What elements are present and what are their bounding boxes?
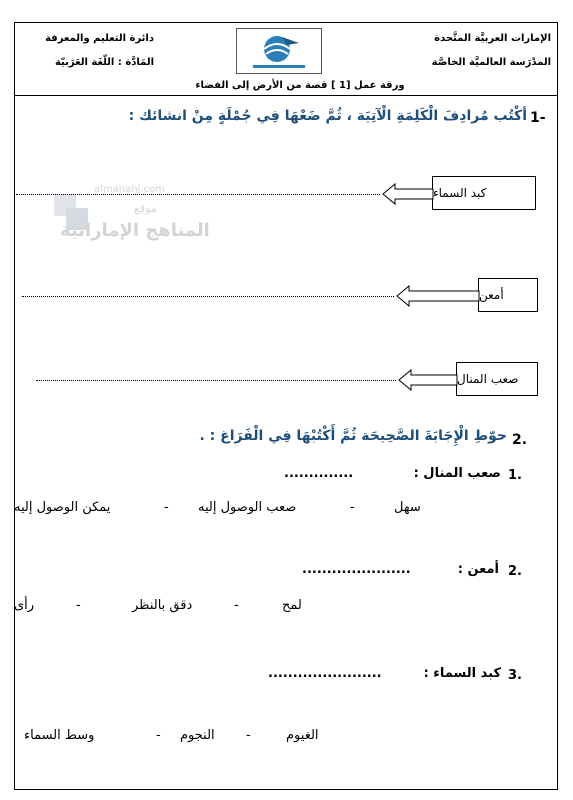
arrow-left-icon — [398, 368, 458, 392]
q1-word-box: أمعن — [478, 278, 538, 312]
q1-number: 1- — [530, 110, 546, 126]
q1-word-box: كبد السماء — [432, 176, 536, 210]
q2-title: حوّطِ الْإِجَابَةَ الصَّحِيحَة ثُمَّ أَكْتُبْهَا فِي الْفَرَاغ : . — [199, 428, 507, 444]
q2-item-number: 2. — [508, 564, 522, 579]
option[interactable]: دقق بالنظر — [132, 598, 193, 613]
q2-item-word: كبد السماء : — [423, 666, 501, 681]
answer-line[interactable] — [16, 194, 380, 195]
q2-number: 2. — [512, 432, 528, 448]
option[interactable]: لمح — [282, 598, 302, 613]
subject-label: المَادَّة : اللّغَة العَرَبيّة — [54, 57, 154, 68]
option-separator: - — [76, 598, 81, 613]
q2-item-number: 3. — [508, 668, 522, 683]
arrow-left-icon — [396, 284, 480, 308]
watermark-url: almanahj.com — [94, 184, 165, 195]
watermark-line2: المناهج الإماراتية — [60, 220, 210, 241]
header-divider — [14, 95, 558, 96]
country-name: الإمارات العربيَّة المتَّحدة — [434, 33, 551, 44]
q2-item-number: 1. — [508, 468, 522, 483]
q1-title: أكْتُب مُرادِفَ الْكَلِمَةِ الْآتِيَة ، ثُمَّ ضَعْهَا فِي جُمْلَةٍ مِنْ انشائك : — [128, 108, 527, 124]
option-separator: - — [234, 598, 239, 613]
option-separator: - — [246, 728, 251, 743]
department-name: دائرة التعليم والمعرفة — [45, 33, 154, 44]
answer-line[interactable] — [22, 296, 394, 297]
arrow-left-icon — [382, 182, 434, 206]
option-separator: - — [350, 500, 355, 515]
answer-line[interactable] — [36, 380, 396, 381]
q2-answer-blank[interactable]: .............. — [284, 466, 354, 481]
option[interactable]: يمكن الوصول إليه — [14, 500, 111, 515]
option[interactable]: النجوم — [180, 728, 215, 743]
school-logo — [236, 28, 322, 74]
option-separator: - — [156, 728, 161, 743]
q2-item-word: أمعن : — [457, 562, 499, 577]
school-name: المدْرَسة العالميَّة الخاصَّة — [431, 57, 551, 68]
worksheet-title: ورقة عمل [1 ] قصة من الأرض إلى الفضاء — [195, 80, 405, 91]
option[interactable]: صعب الوصول إليه — [198, 500, 297, 515]
option[interactable]: رأى — [14, 598, 35, 613]
q1-word-box: صعب المنال — [456, 362, 538, 396]
option[interactable]: الغيوم — [286, 728, 319, 743]
q2-answer-blank[interactable]: ....................... — [268, 666, 382, 681]
option-separator: - — [164, 500, 169, 515]
q2-item-word: صعب المنال : — [413, 466, 501, 481]
watermark-line1: موقع — [134, 202, 157, 215]
option[interactable]: وسط السماء — [24, 728, 95, 743]
q2-answer-blank[interactable]: ...................... — [302, 562, 411, 577]
option[interactable]: سهل — [394, 500, 421, 515]
